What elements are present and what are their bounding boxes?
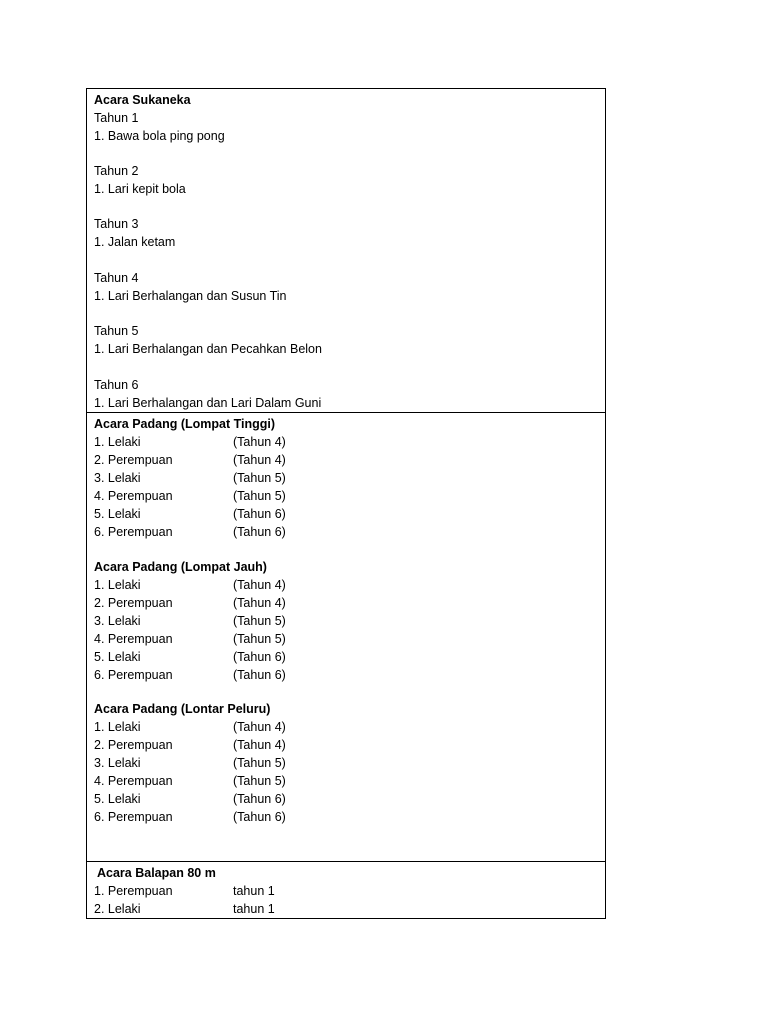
padang-row	[94, 808, 286, 826]
row-label: 1. Lelaki	[94, 578, 141, 592]
padang-title: Acara Padang (Lompat Tinggi)	[94, 417, 276, 431]
sukaneka-event: 1. Lari Berhalangan dan Pecahkan Belon	[94, 342, 322, 356]
row-year: (Tahun 6)	[233, 668, 286, 682]
sukaneka-event: 1. Bawa bola ping pong	[94, 129, 225, 143]
sukaneka-event: 1. Jalan ketam	[94, 235, 176, 249]
row-year: (Tahun 4)	[233, 435, 286, 449]
row-year: (Tahun 6)	[233, 650, 286, 664]
row-label: 1. Perempuan	[94, 884, 173, 898]
row-label: 2. Lelaki	[94, 902, 141, 916]
sukaneka-year: Tahun 3	[94, 217, 139, 231]
sukaneka-cell	[87, 89, 605, 413]
padang-row	[94, 612, 286, 630]
padang-title: Acara Padang (Lompat Jauh)	[94, 560, 267, 574]
padang-row	[94, 736, 286, 754]
padang-title: Acara Padang (Lontar Peluru)	[94, 702, 271, 716]
row-label: 1. Lelaki	[94, 720, 141, 734]
row-label: 5. Lelaki	[94, 650, 141, 664]
padang-row	[94, 754, 286, 772]
padang-row	[94, 648, 286, 666]
row-year: (Tahun 5)	[233, 489, 286, 503]
balapan-row	[94, 900, 275, 918]
row-year: (Tahun 4)	[233, 738, 286, 752]
row-year: (Tahun 4)	[233, 596, 286, 610]
padang-row	[94, 594, 286, 612]
padang-row	[94, 576, 286, 594]
sukaneka-title: Acara Sukaneka	[94, 93, 191, 107]
row-year: (Tahun 6)	[233, 525, 286, 539]
padang-cell	[87, 413, 605, 862]
sukaneka-year: Tahun 6	[94, 378, 139, 392]
row-label: 5. Lelaki	[94, 792, 141, 806]
row-year: (Tahun 6)	[233, 507, 286, 521]
row-year: (Tahun 5)	[233, 774, 286, 788]
padang-row	[94, 505, 286, 523]
padang-row	[94, 523, 286, 541]
row-label: 2. Perempuan	[94, 453, 173, 467]
row-label: 6. Perempuan	[94, 525, 173, 539]
padang-row	[94, 451, 286, 469]
sukaneka-year: Tahun 4	[94, 271, 139, 285]
row-year: tahun 1	[233, 902, 275, 916]
row-label: 5. Lelaki	[94, 507, 141, 521]
row-label: 2. Perempuan	[94, 738, 173, 752]
sukaneka-event: 1. Lari Berhalangan dan Susun Tin	[94, 289, 287, 303]
padang-row	[94, 772, 286, 790]
row-year: (Tahun 4)	[233, 453, 286, 467]
row-label: 4. Perempuan	[94, 774, 173, 788]
row-label: 6. Perempuan	[94, 810, 173, 824]
row-year: (Tahun 6)	[233, 810, 286, 824]
row-label: 2. Perempuan	[94, 596, 173, 610]
row-label: 3. Lelaki	[94, 471, 141, 485]
row-label: 4. Perempuan	[94, 489, 173, 503]
padang-row	[94, 487, 286, 505]
balapan-title: Acara Balapan 80 m	[97, 866, 216, 880]
row-year: (Tahun 5)	[233, 632, 286, 646]
sukaneka-year: Tahun 5	[94, 324, 139, 338]
padang-row	[94, 666, 286, 684]
row-label: 3. Lelaki	[94, 614, 141, 628]
row-year: tahun 1	[233, 884, 275, 898]
sukaneka-year: Tahun 1	[94, 111, 139, 125]
row-year: (Tahun 4)	[233, 720, 286, 734]
padang-row	[94, 433, 286, 451]
padang-row	[94, 718, 286, 736]
balapan-cell	[87, 862, 605, 918]
row-label: 6. Perempuan	[94, 668, 173, 682]
padang-row	[94, 790, 286, 808]
row-year: (Tahun 4)	[233, 578, 286, 592]
balapan-row	[94, 882, 275, 900]
sukaneka-year: Tahun 2	[94, 164, 139, 178]
row-year: (Tahun 6)	[233, 792, 286, 806]
sukaneka-event: 1. Lari Berhalangan dan Lari Dalam Guni	[94, 396, 322, 410]
sukaneka-event: 1. Lari kepit bola	[94, 182, 186, 196]
padang-row	[94, 469, 286, 487]
row-year: (Tahun 5)	[233, 471, 286, 485]
row-label: 1. Lelaki	[94, 435, 141, 449]
row-label: 4. Perempuan	[94, 632, 173, 646]
events-table	[86, 88, 606, 919]
row-year: (Tahun 5)	[233, 756, 286, 770]
row-year: (Tahun 5)	[233, 614, 286, 628]
padang-row	[94, 630, 286, 648]
row-label: 3. Lelaki	[94, 756, 141, 770]
